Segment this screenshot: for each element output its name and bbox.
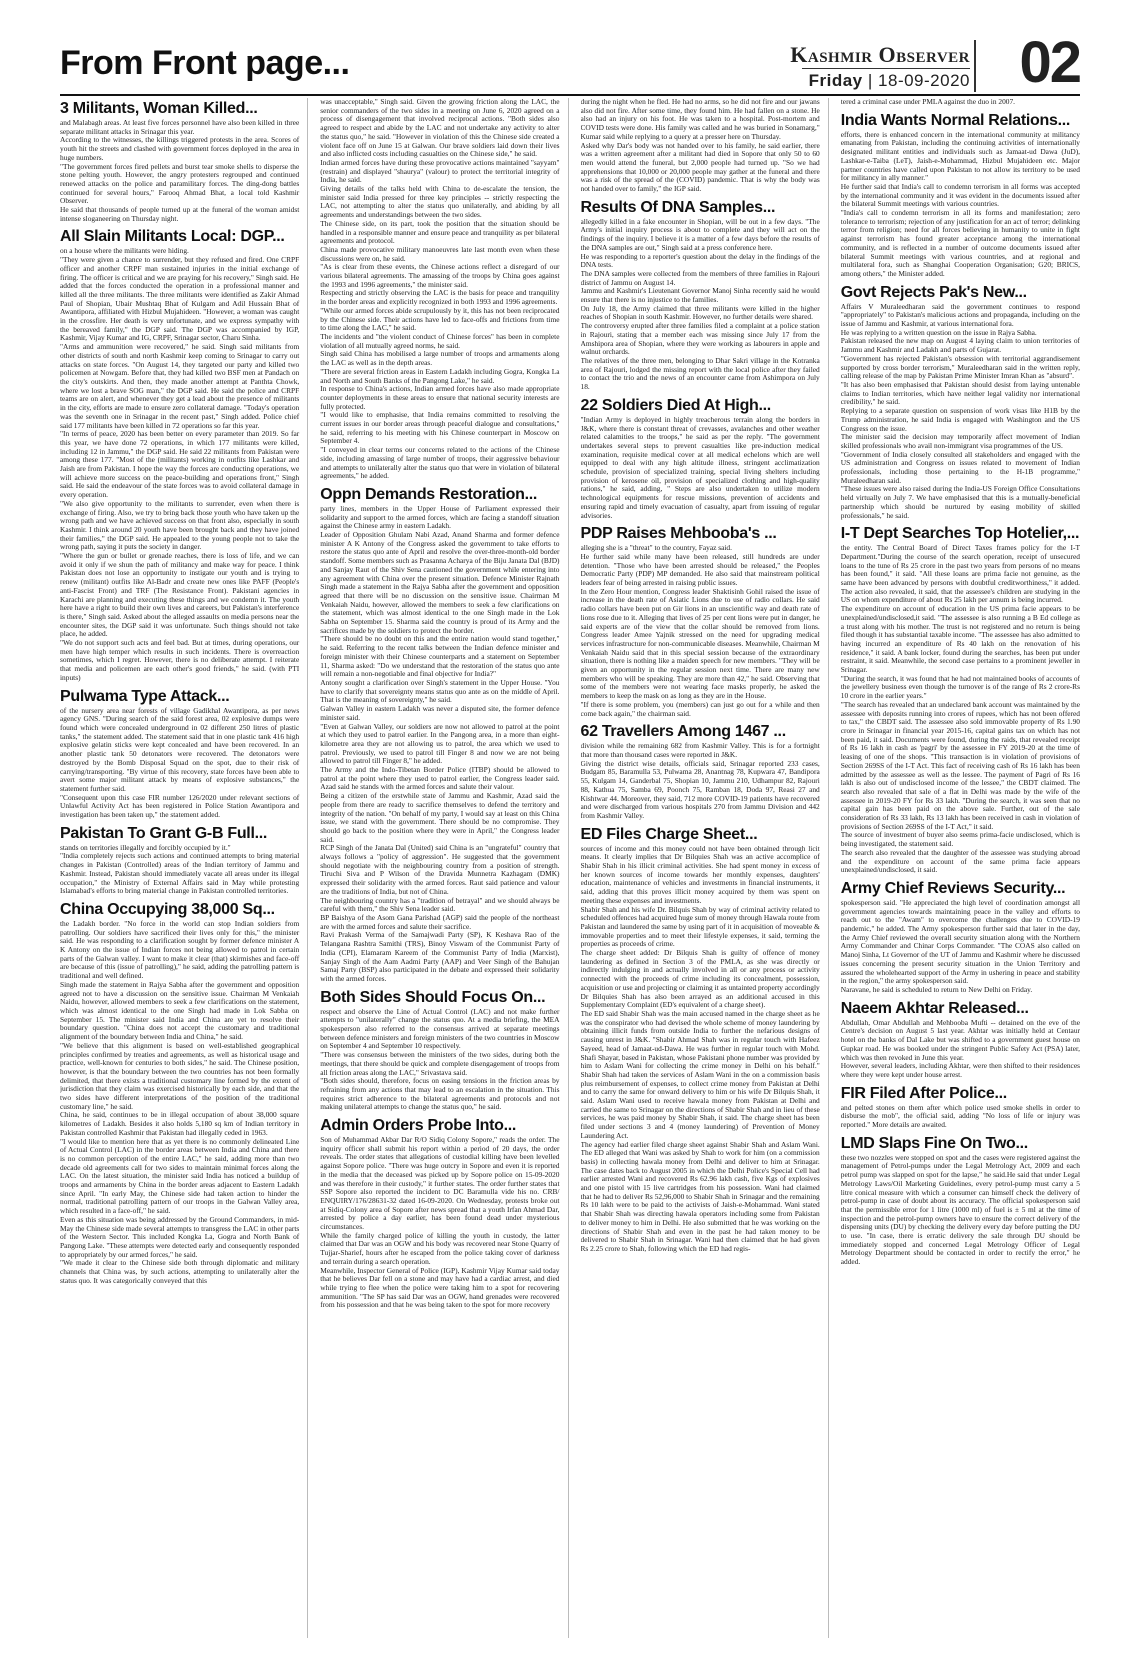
story-paragraph: The incidents and "the violent conduct of Chinese forces" has been in complete violation of all mutually agreed norms, he said. — [320, 331, 560, 350]
news-story — [320, 98, 559, 481]
story-paragraph: In response to China's actions, Indian armed forces have also made appropriate counter deployments in these areas to ensure that national security interests are fully protected. — [320, 384, 560, 411]
story-body — [60, 844, 299, 896]
story-headline: 3 Militants, Woman Killed... — [60, 100, 258, 117]
news-story — [581, 396, 820, 520]
article-columns — [60, 98, 1080, 1638]
story-paragraph: He further said while many have been released, still hundreds are under detention. "Those who have been arrested should be released," the Peoples Democratic Party (PDP) MP demanded. He also said that mainstream political leaders fear of being arrested in raising public issues. — [580, 551, 820, 588]
story-headline: Govt Rejects Pak's New... — [840, 283, 1027, 301]
story-paragraph: The neighbouring country has a "tradition of betrayal" and we should always be careful with them," the Shiv Sena leader said. — [320, 895, 560, 914]
story-body — [581, 98, 820, 194]
story-paragraph: While the family charged police of killing the youth in custody, the latter claimed that Dar was an OGW and his body was recovered near Stone Quarry of Tujjar-Sharief, hours after he escaped from the police taking cover of darkness and terrain during a search operation. — [320, 1230, 560, 1266]
story-paragraph: Jammu and Kashmir's Lieutenant Governor Manoj Sinha recently said he would ensure that there is no injustice to the families. — [580, 286, 820, 305]
story-paragraph: and Malabagh areas. At least five forces personnel have also been killed in three separate militant attacks in Srinagar this year. — [60, 118, 300, 136]
story-paragraph: In the Zero Hour mention, Congress leader Shaktisinh Gohil raised the issue of increase in the death rate of Asiatic Lions due to use of radio collars. He said radio collars have been put on Gir lions in an unscientific way and death rate of lions rose due to it. Alleging that lives of 25 per cent lions were put in danger, he said experts are of the view that the collar should be removed from lions. Congress leader Amee Yajnik stressed on the need for upgrading medical services infrastructure for non-communicable diseases. Meanwhile, Chairman M Venkaiah Naidu said that in this special session because of the extraordinary situation, there is nothing like a maiden speech for new members. "They will be given an opportunity in the regular session next time. There are many new members who will be speaking. They are more than 42," he said. Observing that some of the members were not wearing face masks properly, he asked the members to keep the mask on as long as they are in the House. — [580, 586, 820, 701]
story-paragraph: Giving the district wise details, officials said, Srinagar reported 233 cases, Budgam 85, Baramulla 53, Pulwama 28, Anantnag 78, Kupwara 47, Bandipora 55, Kulgam 14, Ganderbal 75, Shopian 10, Jammu 210, Udhampur 82, Rajouri 88, Kathua 75, Samba 69, Poonch 75, Ramban 18, Doda 97, Reasi 27 and Kishtwar 44. Moreover, they said, 712 more COVID-19 patients have recovered and were discharged from various hospitals 270 from Jammu Division and 442 from Kashmir Valley. — [580, 758, 820, 820]
news-story — [60, 99, 299, 223]
story-body — [841, 1154, 1080, 1267]
news-story — [581, 198, 820, 392]
story-paragraph: of the nursery area near forests of village Gadikhal Awantipora, as per news agency GNS. "During search of the said forest area, 02 explosive dumps were found which were concealed underground in 02 different 250 litres of plastic tanks," the statement added. The statement said that in one plastic tank 416 high explosive gelatin sticks were kept concealed and have been recovered. In an another plastic tank 50 detonators were recovered. The detonators were destroyed by the Bomb Disposal Squad on the spot, due to their risk of carrying/transporting. "By virtue of this recovery, state forces have been able to avert some major militant attack by means of explosive substances," the statement further said. — [60, 705, 300, 793]
story-body — [60, 920, 299, 1286]
story-paragraph: The charge sheet added: Dr Bilquis Shah is guilty of offence of money laundering as defined in Section 3 of the PMLA, as she was directly or indirectly indulging in and actually involved in all or any process or activity connected with the proceeds of crime including its concealment, possession, acquisition or use and projecting or claiming it as untainted property accordingly Dr Bilquies Shah has also been arrayed as an additional accused in this Supplementary Complaint (ED's equivalent of a charge sheet). — [580, 948, 820, 1010]
column-3 — [581, 98, 829, 1638]
issue-day: Friday — [808, 71, 863, 90]
story-headline: India Wants Normal Relations... — [840, 111, 1071, 129]
story-body — [841, 1104, 1080, 1130]
story-paragraph: Asked why Dar's body was not handed over to his family, he said earlier, there was a written agreement after a militant had died in Sopore that only 50 to 60 men would attend the funeral, but 2,000 people had turned up. "So we had apprehensions that 10,000 or 20,000 people may gather at the funeral and there was a risk of the spread of the (COVID) pandemic. That is why the body was not handed over to family," the IGP said. — [580, 140, 820, 194]
story-paragraph: was unacceptable," Singh said. Given the growing friction along the LAC, the senior commanders of the two sides in a meeting on June 6, 2020 agreed on a process of disengagement that involved reciprocal actions. "Both sides also agreed to respect and abide by the LAC and not undertake any activity to alter the status quo," he said. "However in violation of this the Chinese side created a violent face off on June 15 at Galwan. Our brave soldiers laid down their lives and also inflicted costs including casualties on the Chinese side," he said. — [320, 98, 560, 159]
story-paragraph: Pakistan released the new map on August 4 laying claim to union territories of Jammu and Kashmir and Ladakh and parts of Gujarat. — [840, 336, 1080, 355]
story-headline: Both Sides Should Focus On... — [320, 988, 546, 1006]
story-paragraph: "We believe that this alignment is based on well-established geographical principles confirmed by treaties and agreements, as well as historical usage and practice, well-known for centuries to both sides," he said. The Chinese position, however, is that the boundary between the two countries has not been formally delimited, that there exists a traditional customary line formed by the extent of jurisdiction that they claim was exercised historically by each side, and that the two sides have different interpretations of the position of the traditional customary line," he said. — [60, 1040, 300, 1111]
story-headline: LMD Slaps Fine On Two... — [840, 1134, 1028, 1152]
story-body — [841, 1019, 1080, 1080]
story-body — [841, 98, 1080, 107]
news-story — [581, 722, 820, 820]
column-4 — [841, 98, 1080, 1638]
story-paragraph: "I would like to mention here that as yet there is no commonly delineated Line of Actual Control (LAC) in the border areas between India and China and there is no common perception of the entire LAC," he said, adding more than two decade old agreements call for two sides to maintain minimal forces along the LAC. On the latest situation, the minister said India has noticed a buildup of troops and armaments by China in the border areas adjacent to Eastern Ladakh since April. "In early May, the Chinese side had taken action to hinder the normal, traditional patrolling pattern of our troops in the Galwan Valley area, which resulted in a face-off," he said. — [60, 1136, 300, 1216]
news-story — [320, 1116, 559, 1310]
story-paragraph: "Where the gun or bullet or grenade reaches, there is loss of life, and we can avoid it only if we shun the path of militancy and make way for peace. I think Pakistan does not lose an opportunity to instigate our youth and is trying to renew (militant) outfits like Al-Badr and create new ones like PAFF (People's anti-Fascist Front) and TRF (The Resistance Front). Pakistani agencies in Karachi are planning and executing these things and we condemn it. The youth here have a right to build their own lives and careers, but Pakistan's interference is there," Singh said. Asked about the alleged assaults on media persons near the encounter sites, the DGP said it was unfortunate. Such things should not take place, he added. — [60, 551, 300, 639]
story-paragraph: spokesperson said. "He appreciated the high level of coordination amongst all government agencies towards maintaining peace in the valley and efforts to reach out to the "Awam" to overcome the challenges due to COVID-19 pandemic," he added. The Army spokesperson further said that later in the day, the Army Chief reviewed the overall security situation along with the Northern Army Commander and Chinar Corps Commander. "The COAS also called on Manoj Sinha, Lt Governor of the UT of Jammu and Kashmir where he discussed issues concerning the present security situation in the Union Territory and assured the wholehearted support of the Army in ushering in peace and stability in the region," the army spokesperson said. — [840, 897, 1080, 986]
story-body — [841, 899, 1080, 995]
story-paragraph: The source of investment of buyer also seems prima-facie undisclosed, which is being investigated, the statement said. — [840, 830, 1080, 849]
story-paragraph: "The search has revealed that an undeclared bank account was maintained by the assessee with deposits running into crores of rupees, which has not been offered to tax," the CBDT said. The assessee also sold immovable property of Rs 1.90 crore in Srinagar in financial year 2015-16, capital gains tax on which has not been paid, it said. Documents were found, during the raids, that revealed receipt of Rs 16 lakh in cash as 'pagri' by the assessee in FY 2019-20 at the time of leasing of one of the shops. "This transaction is in violation of provisions of Section 269SS of the I-T Act. This fact of receiving cash of Rs 16 lakh has been admitted by the assessee as well as the lessee. The payment of Pagri of Rs 16 lakh is also out of undisclosed income of the lessee," the CBDT claimed. The search also revealed that sale of a flat in Delhi was made by the wife of the assessee in 2019-20 FY for Rs 33 lakh. "During the search, it was seen that no capital gain has been paid on the above sale. Further, out of the sale consideration of Rs 33 lakh, Rs 13 lakh has been received in cash in violation of provisions of Section 269SS of the I-T Act," it said. — [840, 699, 1080, 831]
story-headline: Army Chief Reviews Security... — [840, 879, 1066, 897]
story-paragraph: He said that thousands of people turned up at the funeral of the woman amidst intense sloganeering on Thursday night. — [60, 205, 300, 223]
story-headline: China Occupying 38,000 Sq... — [60, 900, 275, 918]
story-headline: All Slain Militants Local: DGP... — [60, 228, 285, 246]
story-body — [841, 303, 1080, 521]
news-story — [841, 111, 1080, 279]
news-story — [581, 98, 820, 194]
story-paragraph: "Consequent upon this case FIR number 126/2020 under relevant sections of Unlawful Activity Act has been registered in Police Station Awantipora and investigation has been taken up," the statement added. — [60, 792, 300, 820]
story-headline: Admin Orders Probe Into... — [320, 1117, 517, 1135]
story-headline: 22 Soldiers Died At High... — [580, 396, 771, 414]
story-paragraph: "These issues were also raised during the India-US Foreign Office Consultations held virtually on July 7. We have emphasised that this is a mutually-beneficial partnership which should be nurtured by easing mobility of skilled professionals," he said. — [840, 484, 1080, 520]
story-paragraph: Giving details of the talks held with China to de-escalate the tension, the minister said India pressed for three key principles -- strictly respecting the LAC, not attempting to alter the status quo unilaterally, and abiding by all agreements and understandings between the two sides. — [320, 184, 560, 220]
story-paragraph: Indian armed forces have during these provocative actions maintained "sayyam" (restrain) and displayed "shaurya" (valour) to protect the territorial integrity of India, he said. — [320, 157, 560, 185]
story-paragraph: the Ladakh border. "No force in the world can stop Indian soldiers from patrolling. Our soldiers have sacrificed their lives only for this," the minister said. He was responding to a clarification sought by former defence minister A K Antony on the issue of Indian forces not being allowed to patrol in certain parts of the Galwan valley. I want to make it clear (that) skirmishes and face-off are because of this (issue of patrolling)," he said, adding the patrolling pattern is traditional and well defined. — [60, 918, 300, 981]
story-headline: ED Files Charge Sheet... — [580, 825, 758, 843]
column-2 — [320, 98, 568, 1638]
news-story — [841, 999, 1080, 1080]
story-body — [320, 1136, 559, 1310]
story-paragraph: "Government has rejected Pakistan's obsession with territorial aggrandisement supported by cross border terrorism," Muraleedharan said in the written reply, calling release of the map by Pakistan Prime Minister Imran Khan as "absurd". — [840, 353, 1080, 381]
story-paragraph: He was replying to a written question on the issue in Rajya Sabha. — [840, 327, 1037, 337]
story-paragraph: The controversy erupted after three families filed a complaint at a police station in Rajouri, stating that a member each was missing since July 17 from the Amshipora area of Shopian, where they were working as labourers in apple and walnut orchards. — [580, 321, 820, 357]
story-body — [320, 98, 559, 481]
story-paragraph: the entity. The Central Board of Direct Taxes frames policy for the I-T Department."During the course of the search operation, receipt of unsecured loans to the tune of Rs 25 crore in the past two years from persons of no means has been found," it said. "All these loans are prima facie not genuine, as the same have been advanced by persons with doubtful creditworthiness," it added. The action also revealed, it said, that the assessee's children are studying in the US on whom expenditure of about Rs 25 lakh per annum is being incurred. — [840, 543, 1080, 605]
story-body — [581, 416, 820, 520]
story-paragraph: on a house where the militants were hiding. — [60, 246, 189, 256]
story-paragraph: Abdullah, Omar Abdullah and Mehbooba Mufti -- detained on the eve of the Centre's decision on August 5 last year. Akhtar was initially held at Centaur hotel on the banks of Dal Lake but was shifted to a government guest house on Gupkar road. He was booked under the stringent Public Safety Act (PSA) later, which was then revoked in June this year. — [840, 1017, 1080, 1062]
story-paragraph: "Even at Galwan Valley, our soldiers are now not allowed to patrol at the point at which they used to patrol earlier. In the Pangong area, in a more than eight-kilometre area they are not allowing us to patrol, the area which we used to patrol. Previously, we used to patrol till Finger 8 and now we are not being allowed to patrol till Finger 8," he added. — [320, 721, 560, 766]
issue-date — [809, 71, 970, 91]
section-title: From Front page... — [60, 44, 350, 82]
story-paragraph: Even as this situation was being addressed by the Ground Commanders, in mid-May the Chinese side made several attempts to transgress the LAC in other parts of the Western Sector. This included Kongka La, Gogra and North Bank of Pangong Lake. "These attempts were detected early and consequently responded to appropriately by our armed forces," he said. — [60, 1214, 300, 1259]
news-story — [320, 988, 559, 1112]
story-paragraph: "It has also been emphasised that Pakistan should desist from laying untenable claims to Indian territories, which have neither legal validity nor international credibility," he said. — [840, 379, 1080, 407]
news-story — [841, 98, 1080, 107]
story-paragraph: "During the search, it was found that he had not maintained books of accounts of the jewellery business even though the turnover is of the range of Rs 2 crore-Rs 10 crore in the earlier years." — [840, 673, 1080, 701]
story-body — [841, 544, 1080, 875]
story-paragraph: The agency had earlier filed charge sheet against Shabir Shah and Aslam Wani. The ED alleged that Wani was asked by Shah to work for him (on a commission basis) in collecting hawala money from Delhi and deliver to him at Srinagar. The case dates back to August 2005 in which the Delhi Police's Special Cell had earlier arrested Wani and recovered Rs 62.96 lakh cash, five Kgs of explosives and one pistol with 15 live cartridges from his possession. Wani had claimed that he had to deliver Rs 52,96,000 to Shabir Shah in Srinagar and the remaining Rs 10 lakh were to be paid to the activists of Jaish-e-Mohammad. Wani stated that Shabir Shah was directing hawala operators including some from Pakistan to deliver money to him in Delhi. He also submitted that he was working on the directions of Shabir Shah and even in the past he had taken money to be delivered to Shabir Shah in Srinagar. Wani had then claimed that he had given Rs 2.25 crore to Shah, following which the ED had regis- — [580, 1139, 820, 1253]
brand-logo: Kashmir Observer — [790, 42, 970, 67]
story-paragraph: Son of Muhammad Akbar Dar R/O Sidiq Colony Sopore," reads the order. The inquiry officer shall submit his report within a period of 20 days, the order reveals. The order states that allegations of custodial killing have been levelled against Sopore police. "There was huge outcry in Sopore and even it is reported in the media that the deceased was picked up by Sopore police on 15-09-2020 and was therefore in their custody," it further states. The order further states that SSP Sopore also reported the incident to DC Baramulla vide his no. CRB/ ENQUIRY/176/28631-32 dated 16-09-2020. On Wednesday, protests broke out at Sidiq-Colony area of Sopore after news spread that a youth Irfan Ahmad Dar, arrested by police a day earlier, has been found dead under mysterious circumstances. — [320, 1135, 560, 1232]
story-paragraph: "Arms and ammunition were recovered," he said. Singh said militants from other districts of south and north Kashmir keep coming to Srinagar to carry out attacks on state forces. "On August 14, they targeted our party and killed two policemen at Nowgam. Before that, they had killed two BSF men at Pandach on the city's outskirts. And then, they made another attempt at Panthta Chowk, where we lost a brave SOG man," the DGP said. He said the police and CRPF teams are on alert, and whenever they get a lead about the presence of militants in the city, efforts are made to ensure zero collateral damage. "Today's operation was the seventh one in Srinagar in the recent past," Singh added. Police chief said 177 militants have been killed in 72 operations so far this year. — [60, 342, 300, 430]
news-story — [60, 687, 299, 820]
story-paragraph: Meanwhile, Inspector General of Police (IGP), Kashmir Vijay Kumar said today that he believes Dar fell on a stone and may have had a cardiac arrest, and died while trying to flee when the police were taking him to a spot for recovering ammunition. "The SP has said Dar was an OGW, hand grenades were recovered from his possession and that he was being taken to the spot for more recovery — [320, 1265, 560, 1310]
story-paragraph: "Government of India closely consulted all stakeholders and engaged with the US administration and Congress on issues related to movement of Indian professionals, including those pertaining to the H-1B programme," Muraleedharan said. — [840, 449, 1080, 485]
story-body — [320, 1008, 559, 1112]
story-paragraph: and pelted stones on them after which police used smoke shells in order to disburse the mob", the official said, adding "No loss of life or injury was reported." More details are awaited. — [840, 1102, 1080, 1130]
story-headline: Naeem Akhtar Released... — [840, 999, 1029, 1017]
news-story — [60, 824, 299, 896]
story-body — [320, 505, 559, 984]
story-paragraph: Replying to a separate question on suspension of work visas like H1B by the Trump administration, he said India is engaged with Washington and the US Congress on the issue. — [840, 406, 1080, 433]
story-paragraph: Being a citizen of the erstwhile state of Jammu and Kashmir, Azad said the people from there are ready to sacrifice themselves to defend the territory and integrity of the nation. "On behalf of my party, I would say at least on this China issue, we stand with the government. There should be no compromise. They should go back to the position where they were in April," the Congress leader said. — [320, 791, 560, 844]
story-paragraph: The Army and the Indo-Tibetan Border Police (ITBP) should be allowed to patrol at the point where they used to patrol earlier, the Congress leader said. Azad said he stands with the armed forces and salute their valour. — [320, 765, 560, 792]
news-story — [320, 485, 559, 984]
story-paragraph: stands on territories illegally and forcibly occupied by it." — [60, 842, 231, 852]
story-paragraph: sources of income and this money could not have been obtained through licit means. It clearly implies that Dr Bilquies Shah was an active accomplice of Shabir Shah in his illicit criminal activities. She had spent money in excess of her known sources of income towards her monthly expenses, daughters' education, maintenance of vehicles and investments in financial instruments, it said, adding that this proves illicit money acquired by them was spent on meeting these expenses and investments. — [580, 843, 820, 905]
news-story — [60, 227, 299, 682]
news-story — [581, 825, 820, 1254]
story-paragraph: "As is clear from these events, the Chinese actions reflect a disregard of our various bilateral agreements. The amassing of the troops by China goes against the 1993 and 1996 agreements," the minister said. — [320, 262, 560, 289]
story-paragraph: "We made it clear to the Chinese side both through diplomatic and military channels that China was, by such actions, attempting to unilaterally alter the status quo. It was categorically conveyed that this — [60, 1258, 300, 1285]
story-paragraph: Ravi Prakash Verma of the Samajwadi Party (SP), K Keshava Rao of the Telangana Rashtra Samithi (TRS), Binoy Viswam of the Communist Party of India (CPI), Elamaram Kareem of the Communist Party of India (Marxist), Sanjay Singh of the Aam Aadmi Party (AAP) and Veer Singh of the Bahujan Samaj Party (BSP) also participated in the debate and expressed their solidarity with the armed forces. — [320, 930, 560, 983]
story-paragraph: Singh said China has mobilised a large number of troops and armaments along the LAC as well as in the depth areas. — [320, 349, 560, 368]
story-paragraph: "Indian Army is deployed in highly treacherous terrain along the borders in J&K, where there is constant threat of crevasses, avalanches and other weather related calamities to the troops," he said as per the reply. "The government undertakes several steps to prevent casualties like pre-induction medical examination, requisite medical cover at all medical echelons which are well equipped to deal with any high altitude illness, stringent acclimatization schedule, provision of specialized training, special living shelters including provision of kerosene oil, provision of specialized clothing and high-quality rations," he said, adding, " Steps are also undertaken to utilize modern technological equipments for rescue missions, prevention of accidents and ensuring rapid and timely evacuation of casualty, apart from issuing of regular advisories. — [580, 414, 820, 520]
story-paragraph: during the night when he fled. He had no arms, so he did not fire and our jawans also did not fire. After some time, they found him. He had fallen on a stone. He also had an injury on his foot. He was taken to a hospital. Post-mortem and COVID tests were done. His family was called and he was buried in Sonamarg," Kumar said while replying to a query at a presser here on Thursday. — [580, 98, 820, 141]
story-headline: 62 Travellers Among 1467 ... — [580, 723, 786, 741]
story-paragraph: division while the remaining 682 from Kashmir Valley. This is for a fortnight that more than thousand cases were reported in J&K. — [580, 741, 820, 759]
story-paragraph: alleging she is a "threat" to the country, Fayaz said. — [580, 543, 732, 553]
news-story — [581, 524, 820, 718]
news-story — [841, 879, 1080, 995]
news-story — [60, 900, 299, 1286]
story-headline: Pakistan To Grant G-B Full... — [60, 824, 268, 842]
story-paragraph: The expenditure on account of education in the US prima facie appears to be unexplained/undisclosed,it said. "The assessee is also running a B Ed college as a trust along with his mother. The trust is not registered and no return is being filed though it has substantial taxable income. "The assessee has also admitted to having incurred an expenditure of Rs 40 lakh on the renovation of his residence," it said. A bank locker, found during the searches, has been put under restraint, it said. Meanwhile, the second case pertains to a prominent jeweller in Srinagar. — [840, 604, 1080, 675]
news-story — [841, 524, 1080, 875]
story-paragraph: He was responding to a reporter's question about the delay in the findings of the DNA tests. — [580, 251, 820, 270]
story-paragraph: The relatives of the three men, belonging to Dhar Sakri village in the Kotranka area of Rajouri, lodged the missing report with the local police after they failed to contact the trio and the news of an encounter came from Ashimpora on July 18. — [580, 355, 820, 392]
story-body — [841, 131, 1080, 279]
story-paragraph: BP Baishya of the Asom Gana Parishad (AGP) said the people of the northeast are with the armed forces and salute their sacrifice. — [320, 912, 560, 931]
story-paragraph: "There was consensus between the ministers of the two sides, during both the meetings, that there should be quick and complete disengagement of troops from all friction areas along the LAC," Srivastava said. — [320, 1050, 560, 1077]
story-paragraph: "In terms of peace, 2020 has been better on every parameter than 2019. So far this year, we have done 72 operations, in which 177 militants were killed, including 12 in Jammu," the DGP said. He said 22 militants from Pakistan were among these 177. "Most of the (militants) working in outfits like Lashkar and Jaish are from Pakistan. I hope the way the forces are conducting operations, we will achieve more success on the peace-building and operations front," Singh said. He said the endeavour of the state forces was to avoid collateral damage in every operation. — [60, 429, 300, 500]
story-paragraph: According to the witnesses, the killings triggered protests in the area. Scores of youth hit the streets and clashed with government forces deployed in the area in huge numbers. — [60, 135, 300, 162]
story-headline: PDP Raises Mehbooba's ... — [580, 525, 777, 543]
story-body — [581, 845, 820, 1254]
story-paragraph: respect and observe the Line of Actual Control (LAC) and not make further attempts to "unilaterally" change the status quo. At a media briefing, the MEA spokesperson also referred to the consensus arrived at separate meetings between defence ministers and foreign ministers of the two countries in Moscow on September 4 and September 10 respectively. — [320, 1006, 560, 1051]
story-headline: FIR Filed After Police... — [840, 1084, 1007, 1102]
story-paragraph: Shabir Shah and his wife Dr. Bilquis Shah by way of criminal activity related to scheduled offences had acquired huge sum of money through Hawala route from Pakistan and laundered the same by using part of it in acquisition of moveable & immovable properties and to meet their lifestyle expenses, it said, terming the properties as proceeds of crime. — [580, 904, 820, 949]
issue-date-value: 18-09-2020 — [878, 71, 970, 90]
story-paragraph: Naravane, he said is scheduled to return to New Delhi on Friday. — [840, 984, 1033, 994]
story-paragraph: "The government forces fired pellets and burst tear smoke shells to disperse the stone pelting youth. However, the angry protesters regrouped and continued renewed attacks on the police and paramilitary forces. The ding-dong battles continued for several hours," Farooq Ahmad Bhat, a local told Kashmir Observer. — [60, 161, 300, 206]
story-paragraph: "If there is some problem, you (members) can just go out for a while and then come back again," the chairman said. — [580, 699, 820, 718]
story-body — [60, 707, 299, 820]
story-headline: I-T Dept Searches Top Hotelier,... — [840, 525, 1080, 543]
news-story — [841, 283, 1080, 521]
story-paragraph: "We also give opportunity to the militants to surrender, even when there is exchange of firing. Also, we try to bring back those youth who have taken up the wrong path and we have achieved success on that front also, especially in south Kashmir. I think around 20 youth have been brought back and they have joined their families," the DGP said. He appealed to the young people not to take the wrong path, saying it puts the society in danger. — [60, 498, 300, 552]
story-body — [60, 247, 299, 682]
masthead — [60, 30, 1080, 95]
story-headline: Oppn Demands Restoration... — [320, 485, 538, 503]
story-body — [581, 742, 820, 820]
story-headline: Results Of DNA Samples... — [580, 198, 776, 216]
story-body — [581, 544, 820, 718]
story-paragraph: RCP Singh of the Janata Dal (United) said China is an "ungrateful" country that always follows a "policy of aggression". He suggested that the government should negotiate with the neighbouring country from a position of strength. Tiruchi Siva and P Wilson of the Dravida Munnetra Kazhagam (DMK) expressed their solidarity with the armed forces. Raut said patience and valour are the traditions of India, but not of China. — [320, 843, 560, 896]
story-paragraph: However, several leaders, including Akhtar, were then shifted to their residences where they were kept under house arrest. — [840, 1061, 1080, 1079]
header-rule — [60, 94, 1080, 96]
story-paragraph: allegedly killed in a fake encounter in Shopian, will be out in a few days. "The Army's initial inquiry process is about to complete and they will act on the findings of the inquiry. I believe it is a matter of a few days before the results of the DNA samples are out," Singh said at a press conference here. — [580, 216, 820, 252]
news-story — [841, 1134, 1080, 1267]
story-paragraph: "I conveyed in clear terms our concerns related to the actions of the Chinese side, including amassing of large number of troops, their aggressive behaviour and attempts to unilaterally alter the status quo that were in violation of bilateral agreements," he added. — [320, 445, 560, 481]
page-number: 02 — [1019, 30, 1080, 95]
news-story — [841, 1084, 1080, 1130]
story-paragraph: "India's call to condemn terrorism in all its forms and manifestation; zero tolerance to terrorism; rejection of any justification for an act of terror; delinking terror from religion; need for all forces believing in humanity to unite in fight against terrorism has found greater acceptance among the international community, and is reflected in a number of outcome documents issued after bilateral Summit meetings with various countries, and at regional and multilateral fora, such as Shanghai Cooperation Organisation; G20; BRICS, among others," the Minister added. — [840, 208, 1080, 278]
story-paragraph: party lines, members in the Upper House of Parliament expressed their solidarity and support to the armed forces, which are facing a standoff situation against the Chinese army in eastern Ladakh. — [320, 503, 560, 531]
story-paragraph: "While our armed forces abide scrupulously by it, this has not been reciprocated by the Chinese side. Their actions have led to face-offs and frictions from time to time along the LAC," he said. — [320, 305, 560, 333]
story-paragraph: Leader of Opposition Ghulam Nabi Azad, Anand Sharma and former defence minister A K Antony of the Congress asked the government to take efforts to restore the status quo ante of April and resolve the over-three-month-old border standoff. Some members such as Prasanna Acharya of the Biju Janata Dal (BJD) and Sanjay Raut of the Shiv Sena cautioned the government while entering into any agreement with China over the present situation. Defence Minister Rajnath Singh made a statement in the Rajya Sabha after the government and opposition agreed that there will be no discussion on the sensitive issue. Chairman M Venkaiah Naidu, however, allowed the members to seek a few clarifications on the statement, which was almost identical to the one Singh made in the Lok Sabha on September 15. Sharma said the country is proud of its Army and the sacrifices made by the soldiers to protect the border. — [320, 530, 560, 635]
story-paragraph: Galwan Valley in eastern Ladakh was never a disputed site, the former defence minister said. — [320, 704, 560, 722]
story-body — [581, 218, 820, 392]
story-paragraph: The DNA samples were collected from the members of three families in Rajouri district of Jammu on August 14. — [580, 268, 820, 287]
story-paragraph: "They were given a chance to surrender, but they refused and fired. One CRPF officer and another CRPF man sustained injuries in the initial exchange of firing. The officer is critical and we are praying for his recovery," Singh said. He added that the forces conducted the operation in a professional manner and killed all the three militants. The three militants were identified as Zakir Ahmad Paul of Shopian, Ubair Mushtaq Bhat of Kulgam and Adil Hussain Bhat of Awantipora, affiliated with Hizbul Mujahideen. "However, a woman was caught in the crossfire. Her death is very unfortunate, and we express sympathy with the bereaved family," the DGP said. The DGP was accompanied by IGP, Kashmir, Vijay Kumar and IG, CRPF, Srinagar sector, Charu Sinha. — [60, 255, 300, 343]
story-body — [60, 119, 299, 223]
story-paragraph: "India completely rejects such actions and continued attempts to bring material changes in Pakistan (Controlled) areas of the Indian territory of Jammu and Kashmir. Instead, Pakistan should immediately vacate all areas under its illegal occupation," the Ministry of External Affairs said in May while protesting Islamabad's efforts to bring material change in Pakistan controlled territories. — [60, 851, 300, 896]
story-paragraph: The search also revealed that the daughter of the assessee was studying abroad and the expenditure on account of the same prima facie appears unexplained/undisclosed, it said. — [840, 847, 1080, 875]
brand-rule — [802, 68, 970, 69]
story-paragraph: Antony sought a clarification over Singh's statement in the Upper House. "You have to clarify that sovereignty means status quo ante as on the middle of April. That is the meaning of sovereignty," he said. — [320, 678, 560, 705]
page-number-divider — [974, 40, 976, 92]
story-paragraph: "Both sides should, therefore, focus on easing tensions in the friction areas by refraining from any actions that may lead to an escalation in the situation. This requires strict adherence to the bilateral agreements and protocols and not making unilateral attempts to change the status quo," he said. — [320, 1076, 560, 1112]
story-paragraph: China, he said, continues to be in illegal occupation of about 38,000 square kilometres of Ladakh. Besides it also holds 5,180 sq km of Indian territory in Pakistan controlled Kashmir that Pakistan had illegally ceded in 1963. — [60, 1110, 300, 1137]
story-paragraph: efforts, there is enhanced concern in the international community at militancy emanating from Pakistan, including the continuing activities of internationally designated militant entities and individuals such as Jamaat-ud Dawa (JuD), Lashkar-e-Taiba (LeT), Jaish-e-Mohammad, Hizbul Mujahideen etc. Major partner countries have called upon Pakistan to not allow its territory to be used for militancy in ally manner." — [840, 129, 1080, 183]
story-paragraph: "We do not support such acts and feel bad. But at times, during operations, our men have high temper which results in such incidents. There is overreaction sometimes, which I regret. However, there is no deliberate attempt. I reiterate that media and policemen are each other's good friends," he said. (with PTI inputs) — [60, 638, 300, 682]
story-paragraph: The ED said Shabir Shah was the main accused named in the charge sheet as he was the conspirator who had devised the whole scheme of money laundering by obtaining illicit funds from outside India to further the nefarious designs of causing unrest in J&K. "Shabir Ahmad Shah was in regular touch with Hafeez Sayeed, head of Jamaat-ud-Dawa. He was further in regular touch with Mohd. Shafi Shayar, based in Pakistan, whose Pakistani phone number was provided by him to Aslam Wani for collecting the crime money in Delhi on his behalf." Shabir Shah had taken the services of Aslam Wani in the on a commission basis plus reimbursement of expenses, to collect crime money from Pakistan at Delhi and to carry the same for onward delivery to him or his wife Dr Bilquis Shah, it said. Aslam Wani used to receive hawala money from Pakistan at Delhi and carried the same to Srinagar on the directions of Shabir Shah and in lieu of these services, he was paid money by Shabir Shah, it said. The charge sheet has been filed under sections 3 and 4 (money laundering) of Prevention of Money Laundering Act. — [580, 1008, 820, 1140]
story-paragraph: The Chinese side, on its part, took the position that the situation should be handled in a responsible manner and ensure peace and tranquility as per bilateral agreements and protocol. — [320, 218, 560, 246]
story-paragraph: these two nozzles were stopped on spot and the cases were registered against the management of Petrol-pumps under the Legal Metrology Act, 2009 and each petrol pump was slapped on spot for the lapse," he said.He said that under Legal Metrology Laws/Oil Marketing Guidelines, every petrol-pump must carry a 5 litre conical measure with which a consumer can himself check the delivery of petrol-pump in case of doubt about its accuracy. The official spokesperson said that the permissible error for 1 litre (1000 ml) of fuel is ± 5 ml at the time of inspection and the petrol-pump owners have to ensure the correct delivery of the dispensing units (DU) by checking the delivery every day before putting the DU to use. "In case, there is erratic delivery the sale through DU should be immediately stopped and concerned Legal Metrology Officer of Legal Metrology Department should be contacted in order to rectify the error," he added. — [840, 1152, 1080, 1267]
column-1 — [60, 98, 308, 1638]
story-paragraph: Singh made the statement in Rajya Sabha after the government and opposition agreed not to have a discussion on the sensitive issue. Chairman M Venkaiah Naidu, however, allowed members to seek a few clarifications on the statement, which was almost identical to the one Singh had made in Lok Sabha on September 15. The minister said India and China are yet to resolve their boundary question. "China does not accept the customary and traditional alignment of the boundary between India and China," he said. — [60, 979, 300, 1042]
story-paragraph: On July 18, the Army claimed that three militants were killed in the higher reaches of Shopian in south Kashmir. However, no further details were shared. — [580, 303, 820, 322]
story-paragraph: He further said that India's call to condemn terrorism in all forms was accepted by the international community and it was evident in the documents issued after the bilateral Summit meetings with various countries. — [840, 181, 1080, 209]
story-paragraph: tered a criminal case under PMLA against the duo in 2007. — [840, 98, 1015, 106]
story-paragraph: The minister said the decision may temporarily affect movement of Indian skilled professionals who avail non-immigrant visa programmes of the US. — [840, 432, 1080, 450]
story-paragraph: "I would like to emphasise, that India remains committed to resolving the current issues in our border areas through peaceful dialogue and consultations," he said, referring to his meeting with his Chinese counterpart in Moscow on September 4. — [320, 410, 560, 446]
story-paragraph: "There are several friction areas in Eastern Ladakh including Gogra, Kongka La and North and South Banks of the Pangong Lake," he said. — [320, 366, 560, 385]
story-paragraph: Respecting and strictly observing the LAC is the basis for peace and tranquility in the border areas and explicitly recognized in both 1993 and 1996 agreements. — [320, 288, 560, 307]
story-paragraph: Affairs V Muraleedharan said the government continues to respond "appropriately" to Pakistan's malicious actions and propaganda, including on the issue of Jammu and Kashmir, at various international fora. — [840, 301, 1080, 329]
story-headline: Pulwama Type Attack... — [60, 687, 230, 705]
story-paragraph: "There should be no doubt on this and the entire nation would stand together," he said. Referring to the recent talks between the Indian defence minister and foreign minister with their Chinese counterparts and a statement on September 11, Sharma asked: "Do we understand that the restoration of the status quo ante will remain a non-negotiable and final objective for India?" — [320, 634, 560, 679]
story-paragraph: China made provocative military manoeuvres late last month even when these discussions were on, he said. — [320, 244, 560, 263]
date-separator: | — [867, 71, 879, 90]
